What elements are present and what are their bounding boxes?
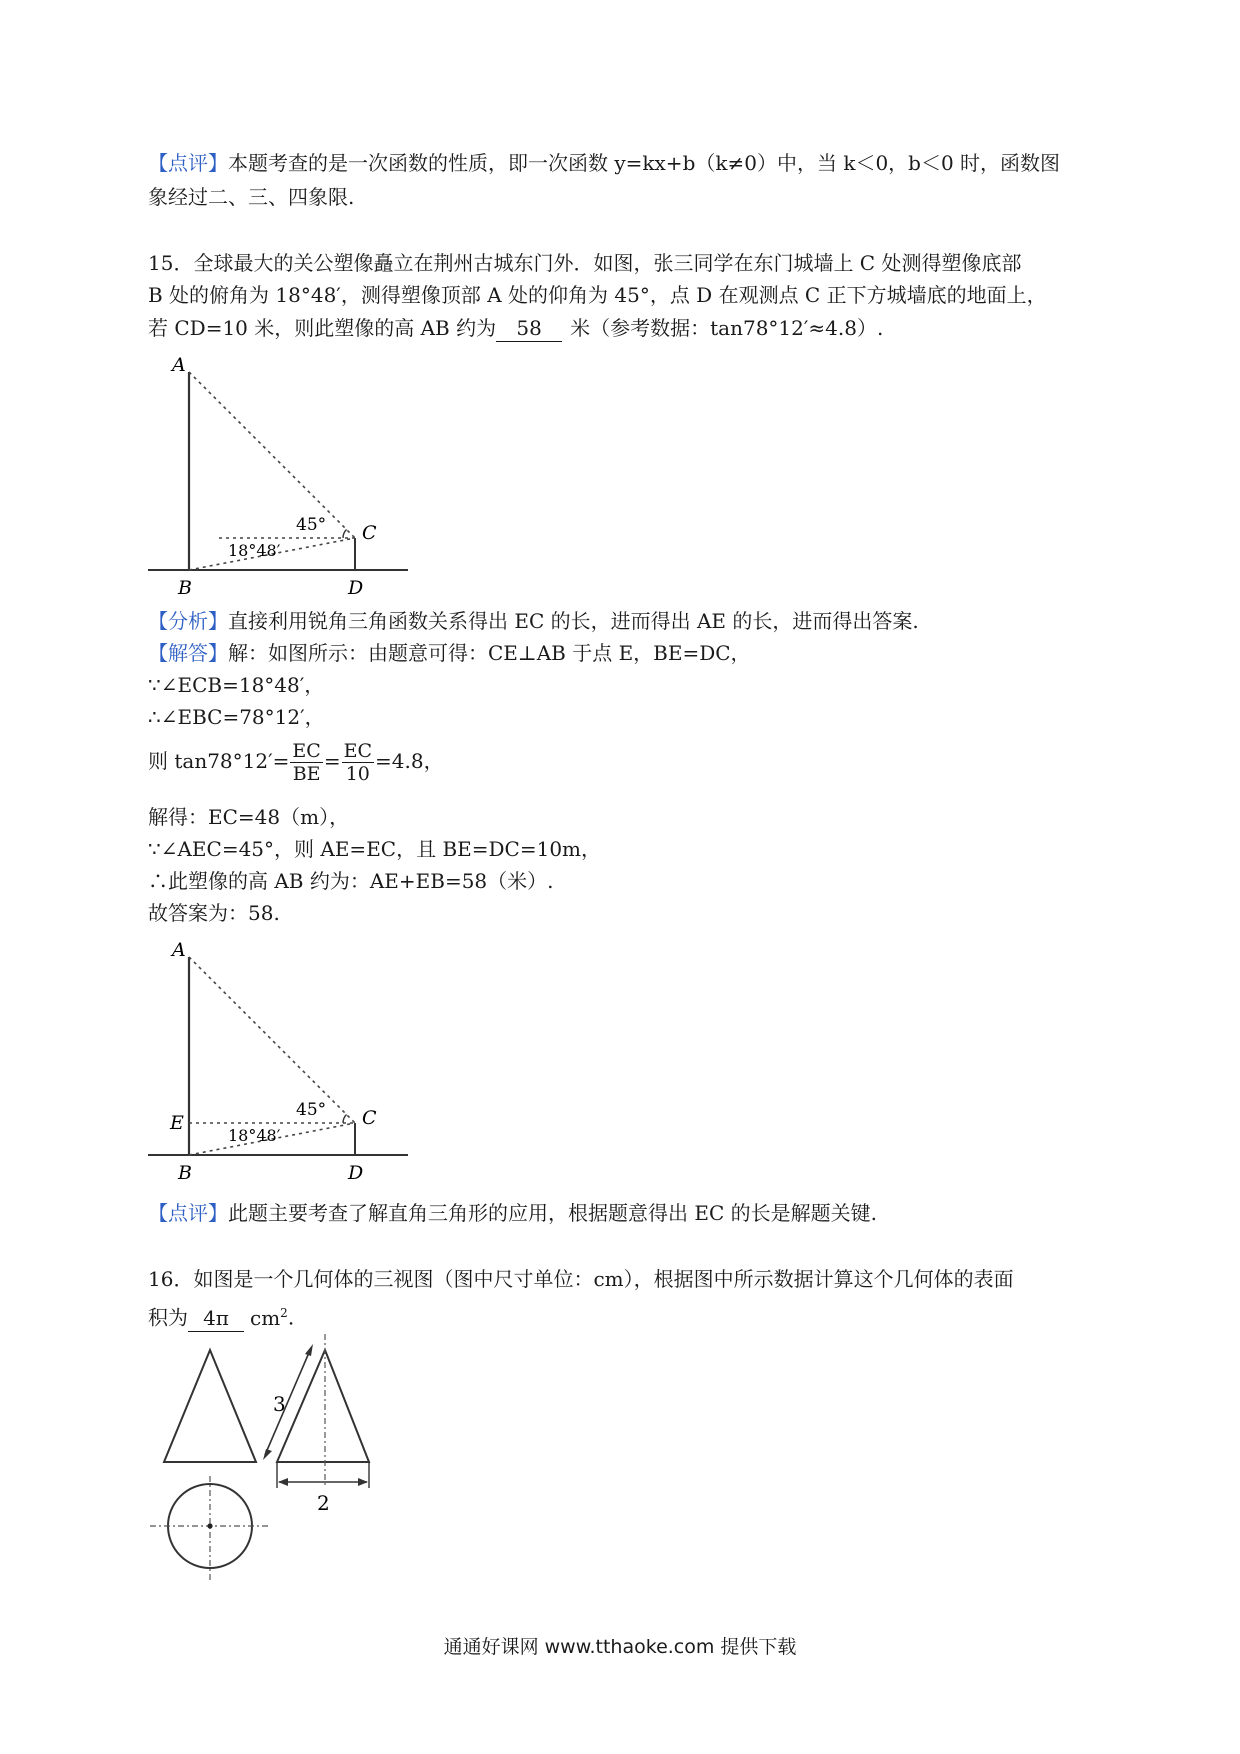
label-18-48: 18°48′ <box>228 541 281 560</box>
base-arrow-right <box>358 1478 368 1486</box>
q16-answer-blank: 4π <box>188 1305 244 1332</box>
label-e: E <box>170 1112 184 1134</box>
figure-16-three-views <box>140 1330 400 1590</box>
top-view-center-dot <box>207 1523 212 1528</box>
solution-line7: ∴此塑像的高 AB 约为：AE+EB=58（米）. <box>148 869 554 893</box>
q16-line2: 积为 4π $cm^2$. <box>148 1305 295 1330</box>
label-c: C <box>362 1107 377 1129</box>
q15-answer-blank: 58 <box>496 315 562 342</box>
angle-arc-45 <box>343 530 347 539</box>
analysis-line: 【分析】直接利用锐角三角函数关系得出 EC 的长，进而得出 AE 的长，进而得出答案. <box>148 609 919 633</box>
comment-15-line: 【点评】此题主要考查了解直角三角形的应用，根据题意得出 EC 的长是解题关键. <box>148 1201 877 1225</box>
side-view-triangle <box>277 1350 369 1462</box>
solution-line6: ∵∠AEC=45°，则 AE=EC，且 BE=DC=10m， <box>148 837 602 861</box>
q15-line2: B 处的俯角为 18°48′，测得塑像顶部 A 处的仰角为 45°，点 D 在观测点 C 正下方城墙底的地面上， <box>148 283 1047 307</box>
label-c: C <box>362 522 377 544</box>
sight-line-ac <box>189 957 355 1123</box>
label-a: A <box>172 939 186 961</box>
label-d: D <box>348 1162 364 1184</box>
figure-15-solution-diagram <box>140 939 420 1184</box>
figure-15-diagram <box>140 354 420 599</box>
comment-tag: 【点评】 <box>148 151 228 175</box>
solution-line4: 则 tan78°12′= $\frac{EC}{BE}$ = $\frac{EC}{10}$ =4.8， <box>148 740 444 785</box>
label-18-48: 18°48′ <box>228 1126 281 1145</box>
solution-line5: 解得：EC=48（m）， <box>148 805 350 829</box>
label-d: D <box>348 577 364 599</box>
sight-line-ac <box>189 372 355 538</box>
comment-14-line2: 象经过二、三、四象限. <box>148 185 355 209</box>
q15-line1: 15．全球最大的关公塑像矗立在荆州古城东门外．如图，张三同学在东门城墙上 C 处测得塑像底部 <box>148 251 1022 275</box>
base-label: 2 <box>317 1491 330 1515</box>
solution-line1: 【解答】解：如图所示：由题意可得：CE⊥AB 于点 E，BE=DC， <box>148 641 751 665</box>
slant-label: 3 <box>273 1392 286 1416</box>
angle-arc-45 <box>343 1115 347 1124</box>
page-footer: 通通好课网 www.tthaoke.com 提供下载 <box>443 1636 797 1658</box>
solution-line8: 故答案为：58. <box>148 901 280 925</box>
base-arrow-left <box>278 1478 288 1486</box>
comment-14-line1: 【点评】本题考查的是一次函数的性质，即一次函数 y=kx+b（k≠0）中，当 k＜0，b＜0 时，函数图 <box>148 151 1061 175</box>
label-45: 45° <box>296 1100 327 1120</box>
label-b: B <box>178 577 192 599</box>
slant-arrow-top <box>305 1344 313 1356</box>
solution-line3: ∴∠EBC=78°12′， <box>148 705 325 729</box>
fraction-ec-be: $\frac{EC}{BE}$ <box>292 740 321 785</box>
label-a: A <box>172 354 186 376</box>
slant-dimension-line <box>265 1348 311 1455</box>
label-45: 45° <box>296 515 327 535</box>
q15-line3: 若 CD=10 米，则此塑像的高 AB 约为 58 米（参考数据：tan78°12′≈4.8）. <box>148 316 884 340</box>
q16-line1: 16．如图是一个几何体的三视图（图中尺寸单位：cm），根据图中所示数据计算这个几何体的表面 <box>148 1267 1014 1291</box>
front-view-triangle <box>164 1350 256 1462</box>
label-b: B <box>178 1162 192 1184</box>
fraction-ec-10: $\frac{EC}{10}$ <box>343 740 373 785</box>
solution-line2: ∵∠ECB=18°48′， <box>148 673 325 697</box>
